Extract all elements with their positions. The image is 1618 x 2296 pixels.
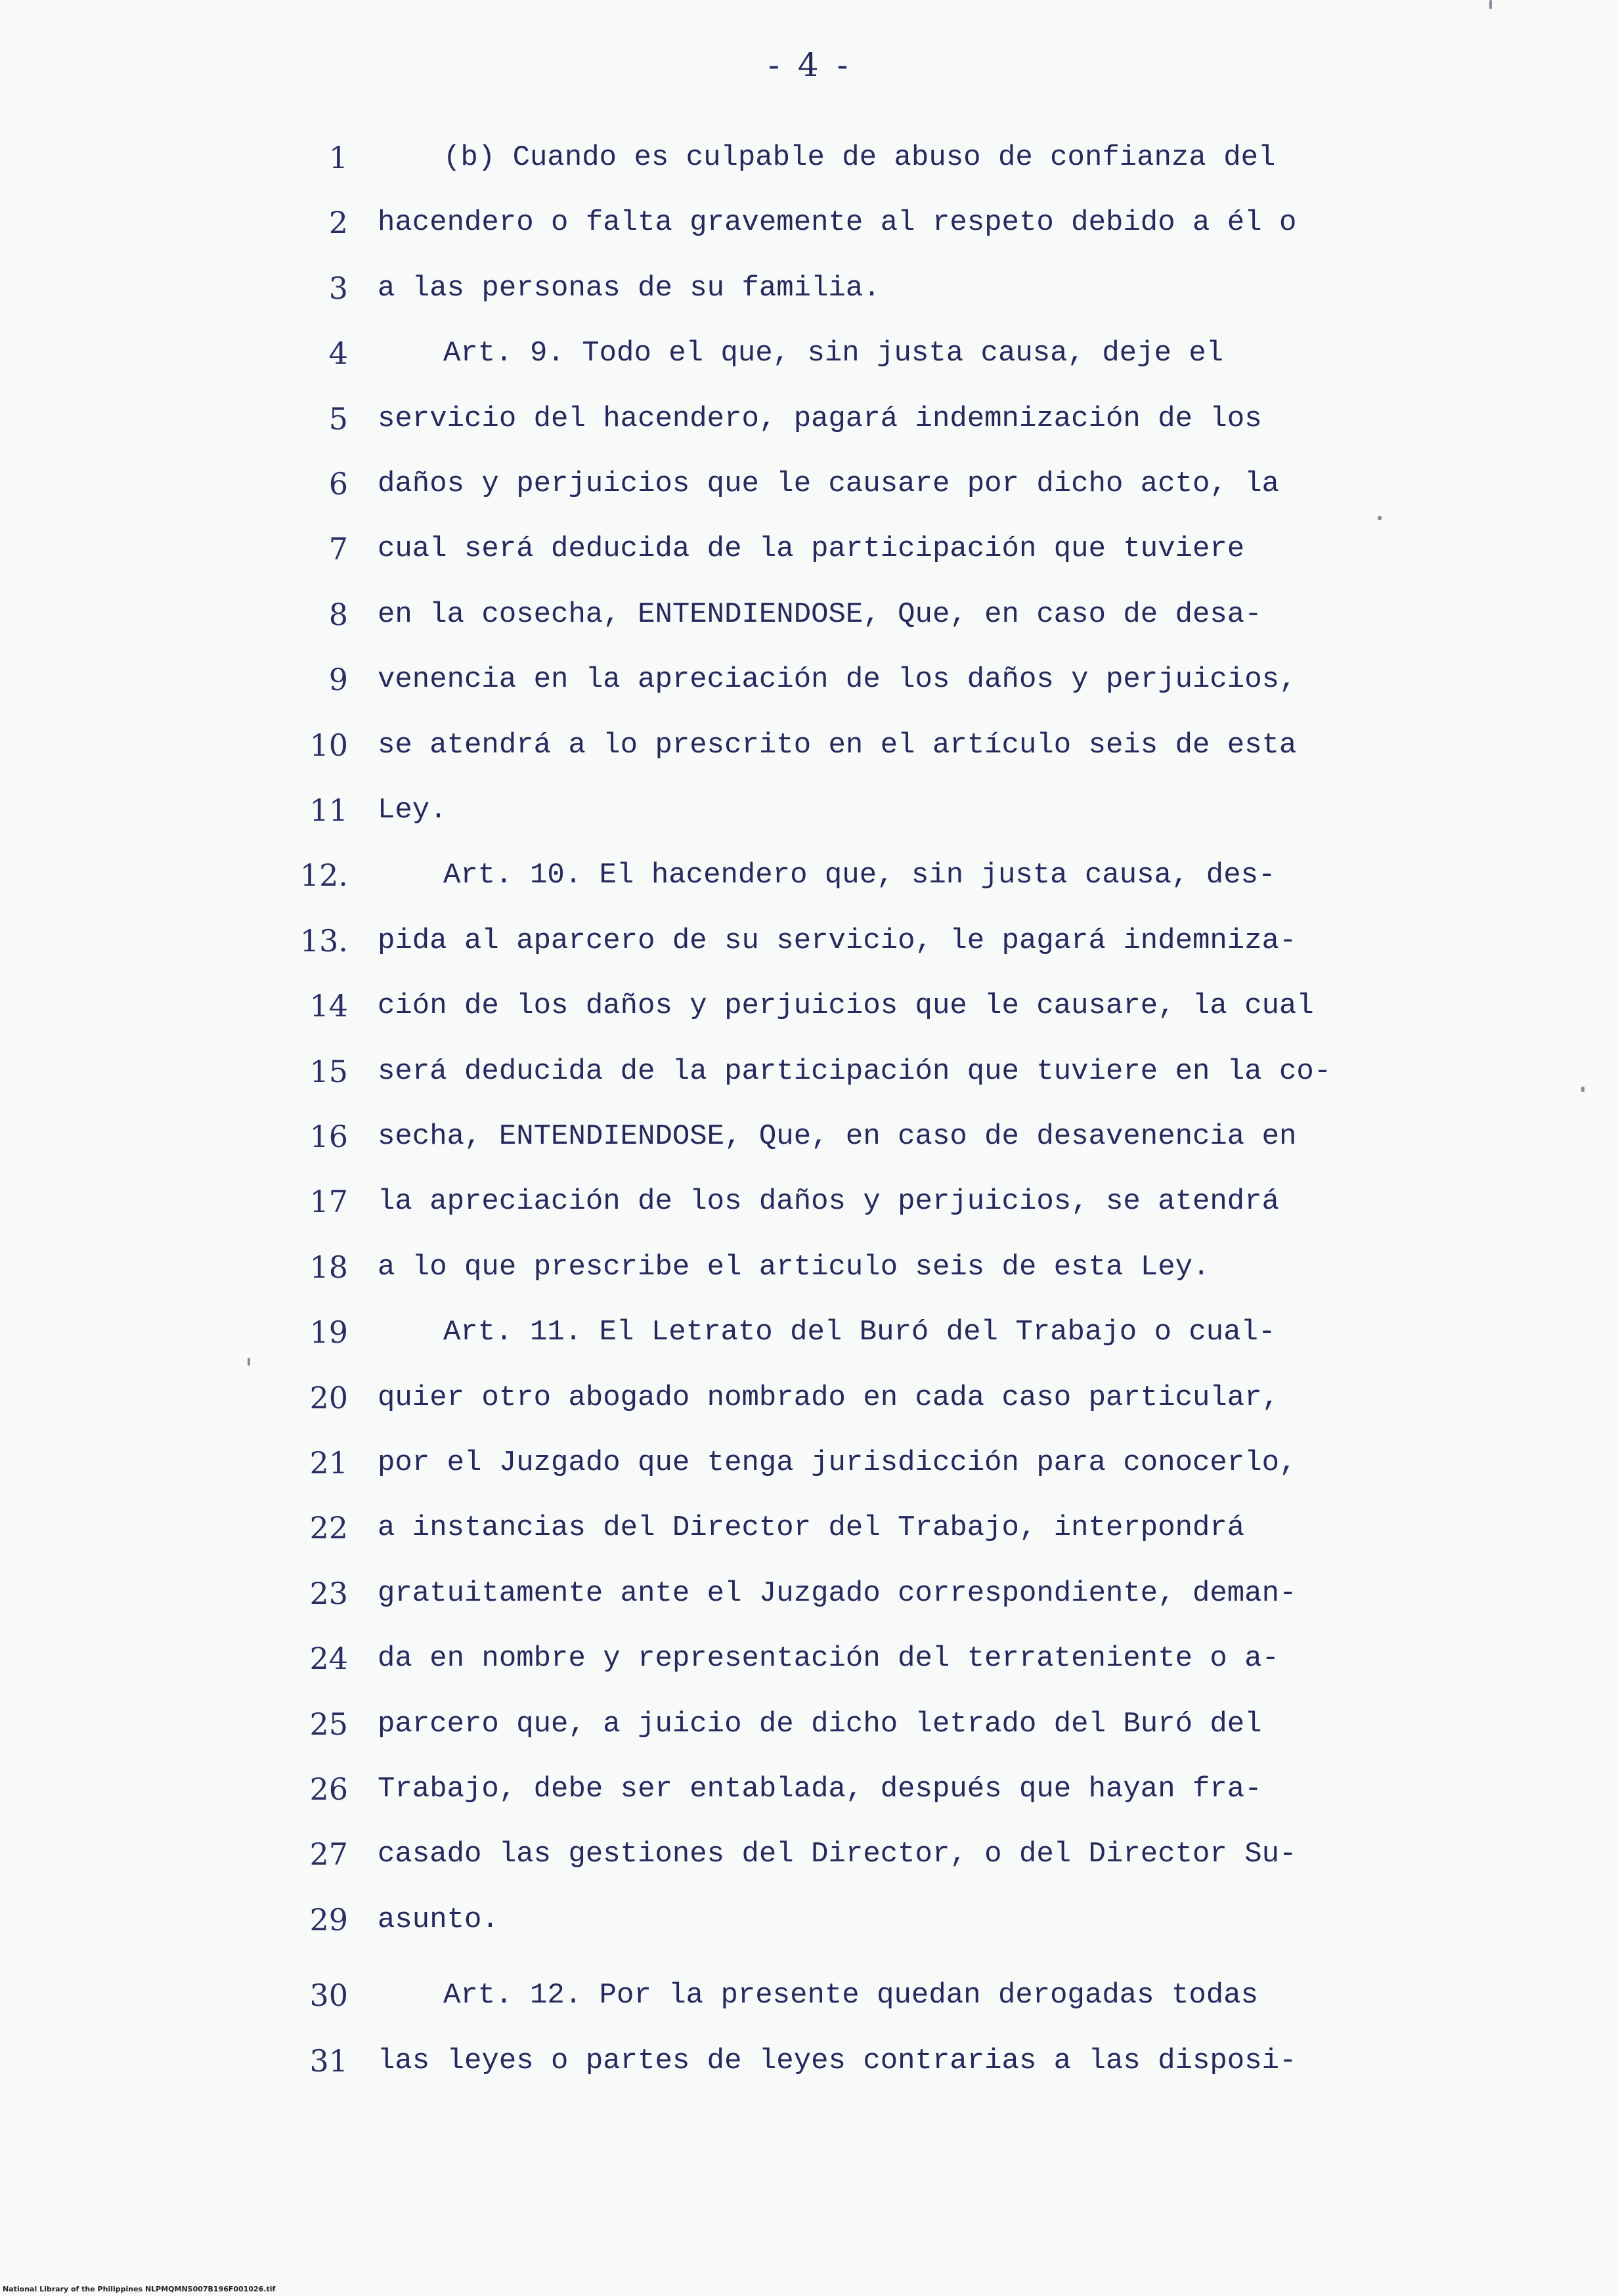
line-number: 16 bbox=[309, 1119, 348, 1154]
line-text: secha, ENTENDIENDOSE, Que, en caso de desavenencia en bbox=[378, 1120, 1297, 1153]
line-number: 21 bbox=[309, 1445, 348, 1481]
line-number: 23 bbox=[309, 1575, 348, 1611]
line-number: 4 bbox=[328, 336, 348, 372]
line-text: ción de los daños y perjuicios que le causare, la cual bbox=[378, 989, 1314, 1023]
line-text: en la cosecha, ENTENDIENDOSE, Que, en caso de desa- bbox=[378, 597, 1262, 631]
line-text: casado las gestiones del Director, o del Director Su- bbox=[378, 1838, 1297, 1871]
line-text: se atendrá a lo prescrito en el artículo seis de esta bbox=[378, 728, 1297, 762]
line-number: 31 bbox=[309, 2043, 348, 2079]
line-number: 10 bbox=[309, 727, 348, 763]
line-number: 30 bbox=[309, 1978, 348, 2014]
line-text: Art. 10. El hacendero que, sin justa causa, des- bbox=[443, 859, 1276, 892]
line-number: 22 bbox=[309, 1510, 348, 1546]
line-text: Art. 11. El Letrato del Buró del Trabajo o cual- bbox=[443, 1316, 1276, 1349]
line-number: 14 bbox=[309, 988, 348, 1024]
line-text: da en nombre y representación del terrateniente o a- bbox=[378, 1642, 1280, 1676]
line-number: 13. bbox=[299, 922, 348, 959]
line-text: a lo que prescribe el articulo seis de esta Ley. bbox=[378, 1250, 1210, 1284]
line-text: venencia en la apreciación de los daños y perjuicios, bbox=[378, 663, 1297, 697]
line-text: las leyes o partes de leyes contrarias a las disposi- bbox=[378, 2044, 1297, 2077]
scan-speck bbox=[1581, 1087, 1585, 1092]
line-number: 1 bbox=[328, 140, 348, 175]
line-number: 27 bbox=[309, 1836, 348, 1873]
line-number: 29 bbox=[309, 1901, 348, 1938]
line-text: a las personas de su familia. bbox=[378, 271, 881, 305]
line-text: a instancias del Director del Trabajo, interpondrá bbox=[378, 1511, 1245, 1545]
line-number: 3 bbox=[328, 270, 348, 306]
line-text: Ley. bbox=[378, 794, 447, 827]
line-number: 20 bbox=[309, 1379, 348, 1416]
line-text: por el Juzgado que tenga jurisdicción para conocerlo, bbox=[378, 1446, 1297, 1479]
line-number: 19 bbox=[309, 1314, 348, 1351]
line-number: 26 bbox=[309, 1771, 348, 1807]
line-text: cual será deducida de la participación que tuviere bbox=[378, 532, 1245, 566]
line-text: Trabajo, debe ser entablada, después que hayan fra- bbox=[378, 1773, 1262, 1806]
line-number: 25 bbox=[309, 1706, 348, 1742]
line-text: será deducida de la participación que tuviere en la co- bbox=[378, 1054, 1332, 1088]
line-number: 15 bbox=[309, 1053, 348, 1089]
line-number: 6 bbox=[328, 466, 348, 502]
line-number: 11 bbox=[309, 792, 348, 828]
line-number: 2 bbox=[328, 205, 348, 241]
line-text: parcero que, a juicio de dicho letrado del Buró del bbox=[378, 1707, 1262, 1741]
line-number: 7 bbox=[328, 531, 348, 567]
line-number: 5 bbox=[328, 401, 348, 437]
scan-speck bbox=[1378, 516, 1382, 520]
line-text: pida al aparcero de su servicio, le pagará indemniza- bbox=[378, 924, 1297, 957]
line-text: gratuitamente ante el Juzgado correspondiente, deman- bbox=[378, 1576, 1297, 1610]
line-text: asunto. bbox=[378, 1903, 499, 1936]
line-number: 24 bbox=[309, 1641, 348, 1677]
scan-speck bbox=[248, 1358, 250, 1366]
line-number: 12. bbox=[299, 857, 348, 894]
line-text: quier otro abogado nombrado en cada caso particular, bbox=[378, 1381, 1280, 1414]
line-text: daños y perjuicios que le causare por dicho acto, la bbox=[378, 467, 1280, 500]
line-number: 17 bbox=[309, 1184, 348, 1220]
line-text: servicio del hacendero, pagará indemnización de los bbox=[378, 402, 1262, 435]
line-number: 8 bbox=[328, 596, 348, 632]
line-text: (b) Cuando es culpable de abuso de confianza del bbox=[443, 141, 1276, 174]
line-text: la apreciación de los daños y perjuicios, se atendrá bbox=[378, 1185, 1280, 1219]
scan-speck bbox=[1489, 0, 1492, 9]
line-text: Art. 12. Por la presente quedan derogadas todas bbox=[443, 1979, 1259, 2012]
line-text: hacendero o falta gravemente al respeto debido a él o bbox=[378, 206, 1297, 240]
line-number: 18 bbox=[309, 1249, 348, 1285]
line-number: 9 bbox=[328, 662, 348, 698]
archive-footer: National Library of the Philippines NLPMQMNS007B196F001026.tif bbox=[3, 2285, 276, 2293]
line-text: Art. 9. Todo el que, sin justa causa, deje el bbox=[443, 337, 1224, 370]
page-number: - 4 - bbox=[768, 46, 852, 84]
